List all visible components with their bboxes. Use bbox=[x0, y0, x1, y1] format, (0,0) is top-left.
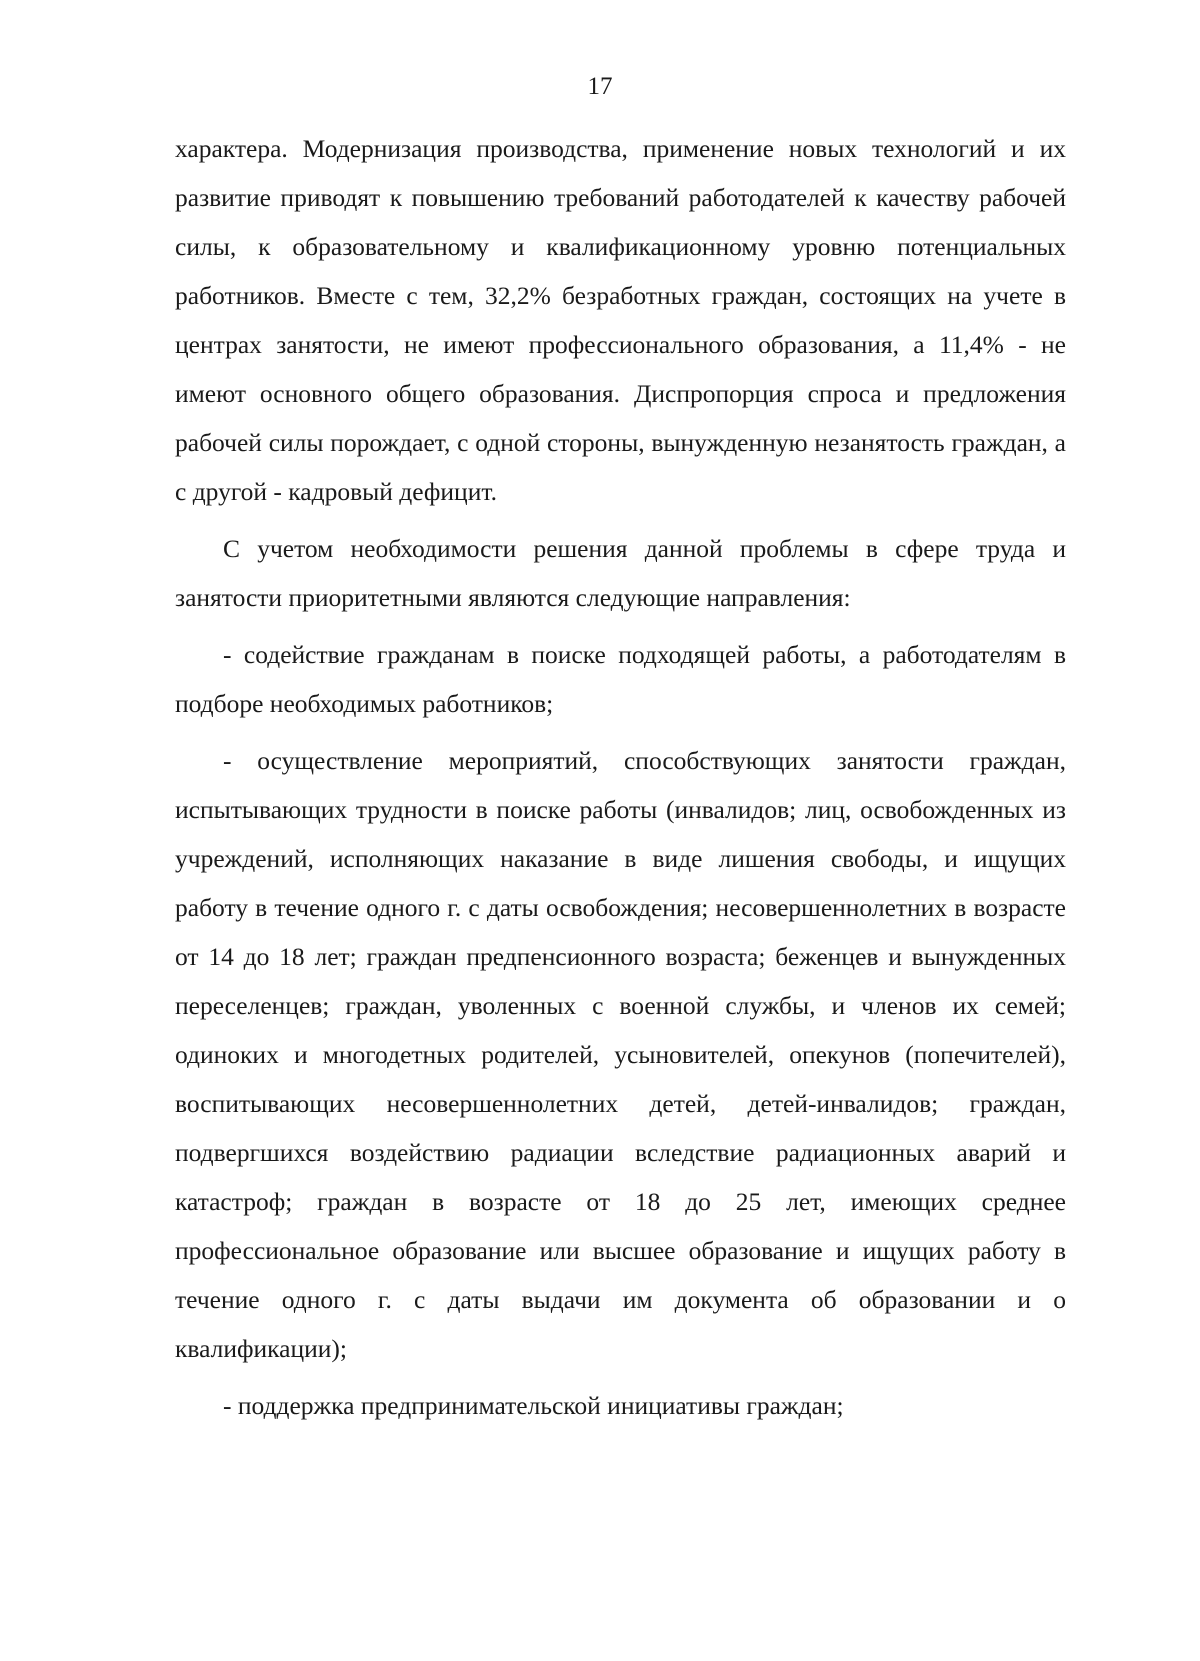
paragraph-continuation: характера. Модернизация производства, применение новых технологий и их развитие приводят к повышению требований работодателей к качеству рабочей силы, к образовательному и квалификационному уровню потенциальных работников. Вместе с тем, 32,2% безработных граждан, состоящих на учете в центрах занятости, не имеют профессионального образования, а 11,4% - не имеют основного общего образования. Диспропорция спроса и предложения рабочей силы порождает, с одной стороны, вынужденную незанятость граждан, а с другой - кадровый дефицит. bbox=[175, 134, 1066, 506]
list-item-employment-measures: - осуществление мероприятий, способствующих занятости граждан, испытывающих трудности в поиске работы (инвалидов; лиц, освобожденных из учреждений, исполняющих наказание в виде лишения свободы, и ищущих работу в течение одного г. с даты освобождения; несовершеннолетних в возрасте от 14 до 18 лет; граждан предпенсионного возраста; беженцев и вынужденных переселенцев; граждан, уволенных с военной службы, и членов их семей; одиноких и многодетных родителей, усыновителей, опекунов (попечителей), воспитывающих несовершеннолетних детей, детей-инвалидов; граждан, подвергшихся воздействию радиации вследствие радиационных аварий и катастроф; граждан в возрасте от 18 до 25 лет, имеющих среднее профессиональное образование или высшее образование и ищущих работу в течение одного г. с даты выдачи им документа об образовании и о квалификации); bbox=[175, 746, 1066, 1363]
paragraph-priorities-intro: С учетом необходимости решения данной проблемы в сфере труда и занятости приоритетными являются следующие направления: bbox=[175, 534, 1066, 612]
document-body bbox=[175, 124, 1066, 1438]
page-number: 17 bbox=[587, 73, 613, 100]
list-item-job-search: - содействие гражданам в поиске подходящей работы, а работодателям в подборе необходимых работников; bbox=[175, 640, 1066, 718]
list-item-entrepreneurship: - поддержка предпринимательской инициативы граждан; bbox=[223, 1391, 844, 1420]
